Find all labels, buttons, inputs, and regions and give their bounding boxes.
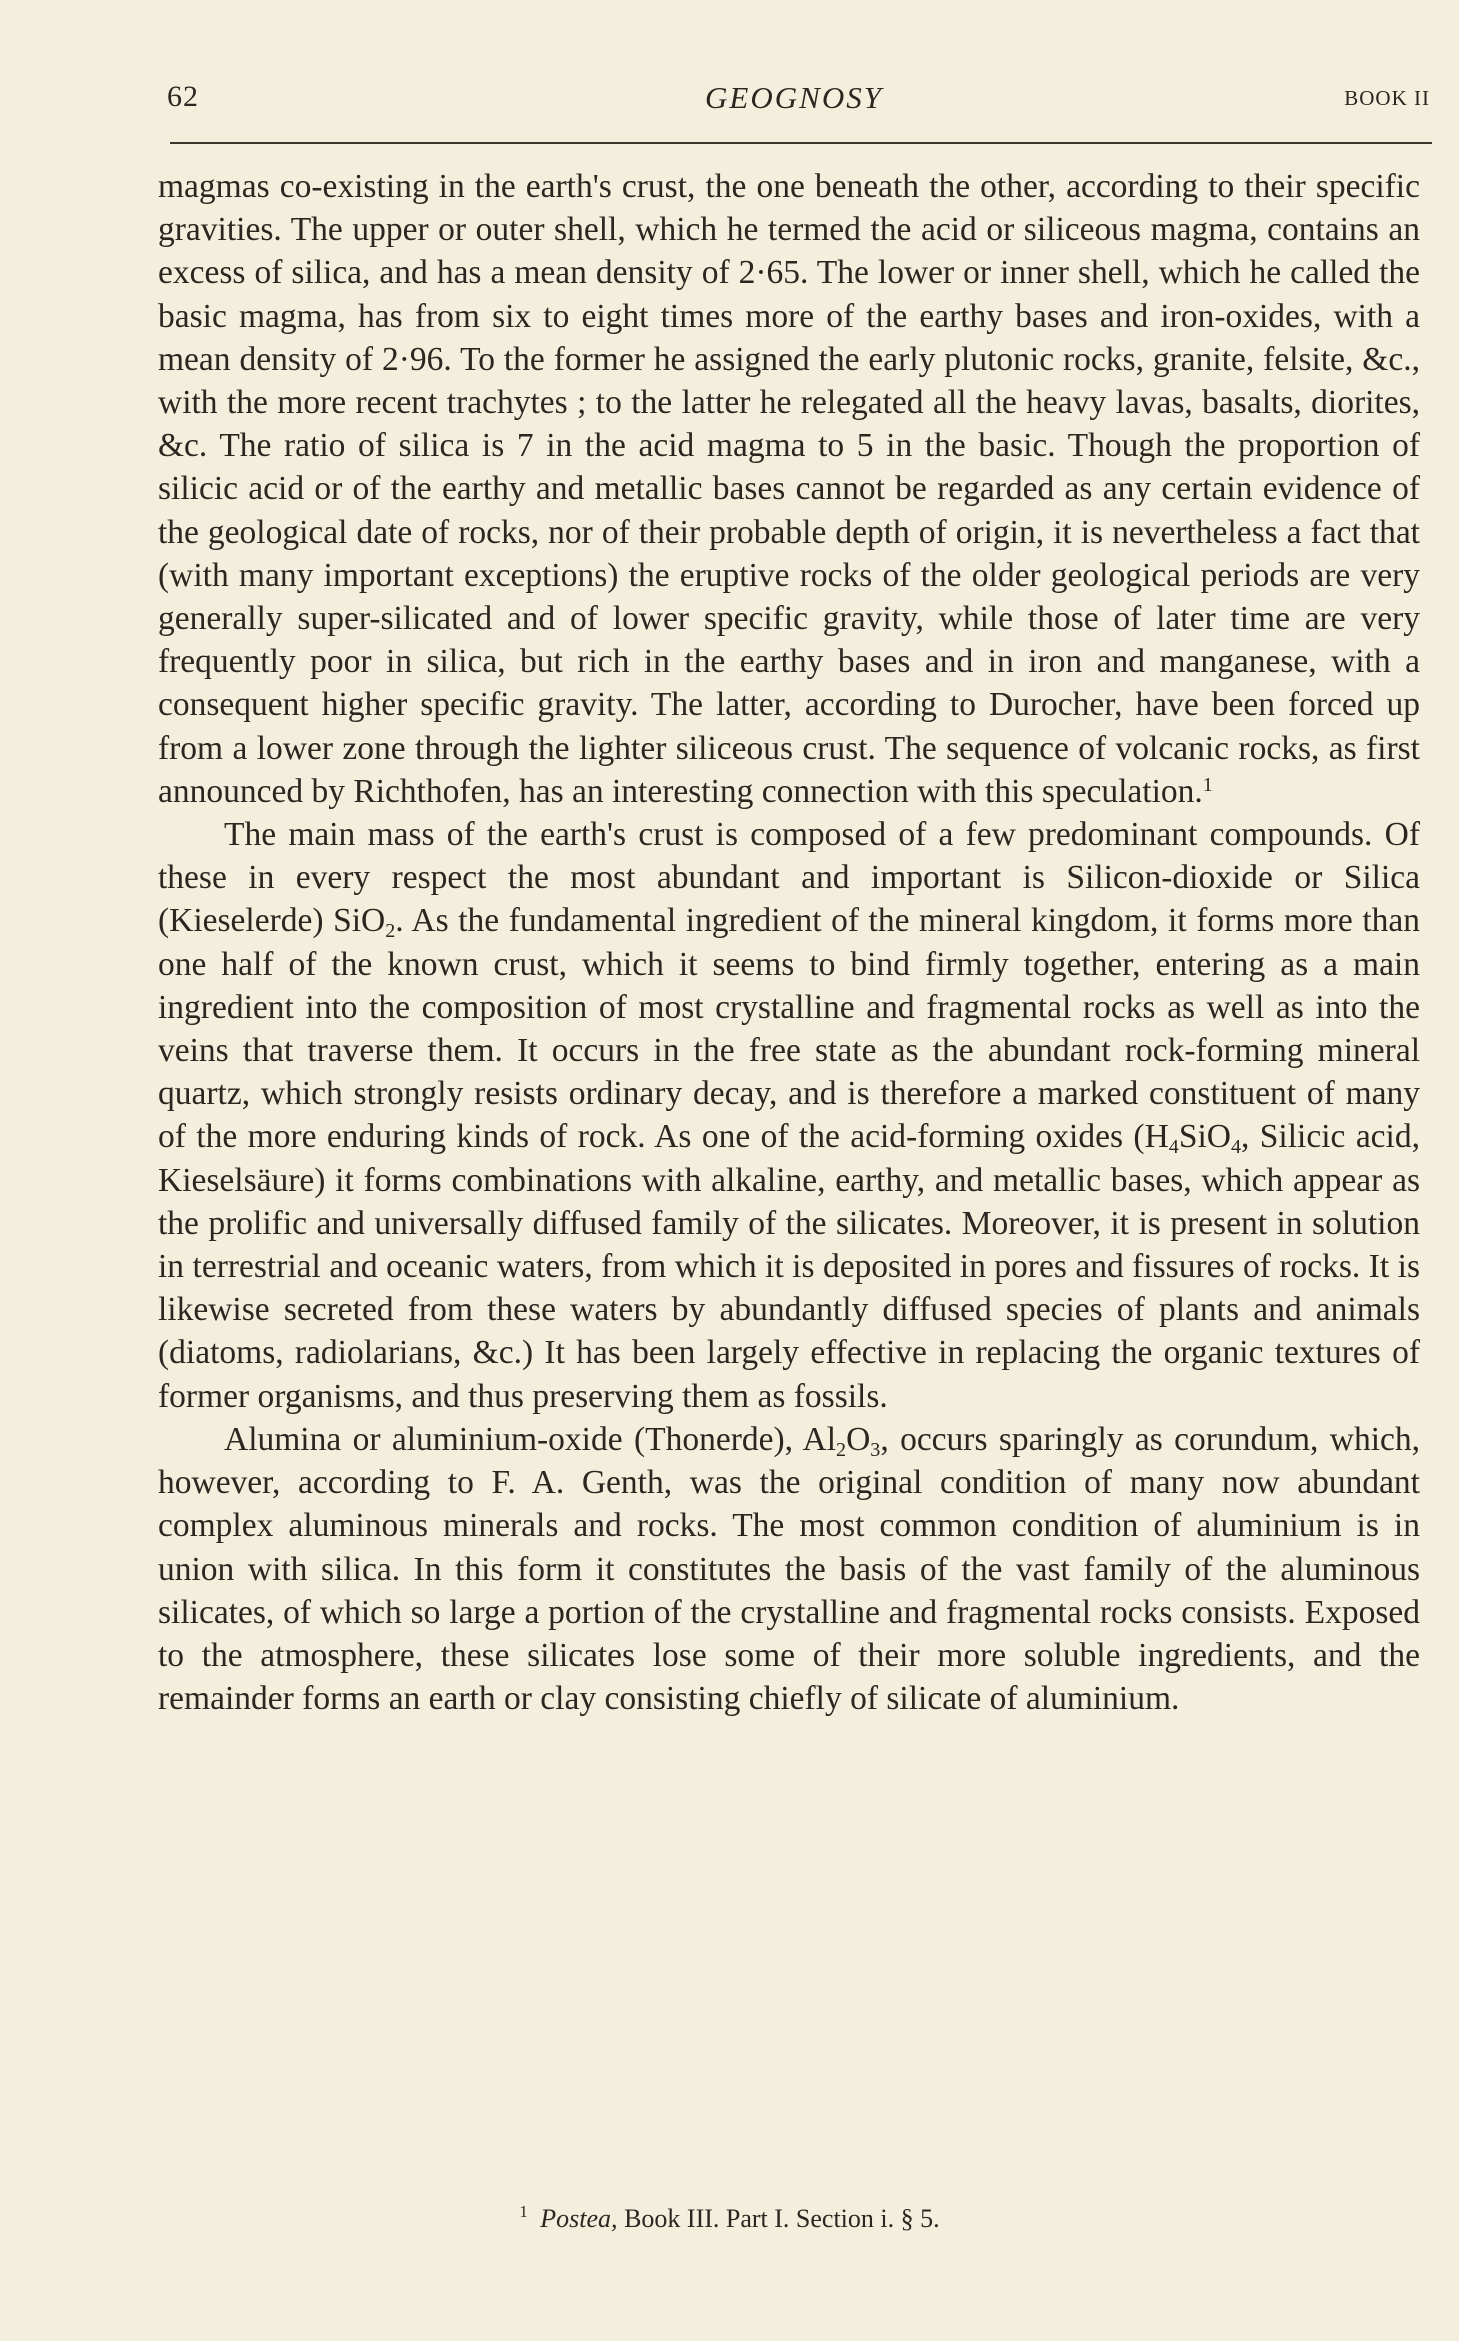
subscript: 4 (1230, 1136, 1242, 1159)
paragraph-1-text: magmas co-existing in the earth's crust, the one beneath the other, according to their specific gravities. The upper or outer shell, which he termed the acid or siliceous magma, contains an excess of silica, and has a mean density of 2·65. The lower or inner shell, which he called the basic magma, has from six to eight times more of the earthy bases and iron-oxides, with a mean density of 2·96. To the former he assigned the early plutonic rocks, granite, felsite, &c., with the more recent trachytes ; to the latter he relegated all the heavy lavas, basalts, diorites, &c. The ratio of silica is 7 in the acid magma to 5 in the basic. Though the proportion of silicic acid or of the earthy and metallic bases cannot be regarded as any certain evidence of the geological date of rocks, nor of their probable depth of origin, it is nevertheless a fact that (with many important exceptions) the eruptive rocks of the older geological periods are very generally super-silicated and of lower specific gravity, while those of later time are very frequently poor in silica, but rich in the earthy bases and in iron and manganese, with a consequent higher specific gravity. The latter, according to Durocher, have been forced up from a lower zone through the lighter siliceous crust. The sequence of volcanic rocks, as first announced by Richthofen, has an interesting connection with this speculation. (158, 168, 1420, 810)
footnote-text: Book III. Part I. Section i. § 5. (624, 2204, 940, 2233)
book-label: BOOK II (1344, 86, 1430, 110)
subscript: 2 (385, 920, 396, 943)
running-head (158, 80, 1430, 120)
footnote (0, 2203, 1459, 2235)
body-text (158, 165, 1420, 1720)
footnote-marker: 1 (519, 2201, 528, 2221)
running-title: GEOGNOSY (705, 80, 883, 115)
paragraph-3-text-b: O (846, 1420, 871, 1458)
subscript: 2 (836, 1438, 847, 1461)
paragraph-2-text-a: The main mass of the earth's crust is composed of a few predominant compounds. Of these in every respect the most abundant and important is Silicon-dioxide or Silica (Kieselerde) SiO (158, 816, 1420, 940)
paragraph-2-text-b: . As the fundamental ingredient of the mineral kingdom, it forms more than one half of the known crust, which it seems to bind firmly together, entering as a main ingredient into the composition of most crystalline and fragmental rocks as well as into the veins that traverse them. It occurs in the free state as the abundant rock-forming mineral quartz, which strongly resists ordinary decay, and is therefore a marked constituent of many of the more enduring kinds of rock. As one of the acid-forming oxides (H (158, 902, 1420, 1156)
page-number: 62 (167, 80, 199, 113)
paragraph-1 (158, 165, 1420, 813)
subscript: 3 (870, 1438, 881, 1461)
paragraph-3-text-c: , occurs sparingly as corundum, which, however, according to F. A. Genth, was the original condition of many now abundant complex aluminous minerals and rocks. The most common condition of aluminium is in union with silica. In this form it constitutes the basis of the vast family of the aluminous silicates, of which so large a portion of the crystalline and fragmental rocks consists. Exposed to the atmosphere, these silicates lose some of their more soluble ingredients, and the remainder forms an earth or clay consisting chiefly of silicate of aluminium. (158, 1420, 1420, 1718)
paragraph-2 (158, 813, 1420, 1418)
footnote-italic-text: Postea, (540, 2204, 618, 2233)
header-rule (170, 142, 1432, 144)
paragraph-2-text-c: SiO (1178, 1118, 1231, 1156)
subscript: 4 (1168, 1136, 1179, 1159)
paragraph-2-text-d: , Silicic acid, Kieselsäure) it forms combinations with alkaline, earthy, and metallic bases, which appear as the prolific and universally diffused family of the silicates. Moreover, it is present in solution in terrestrial and oceanic waters, from which it is deposited in pores and fissures of rocks. It is likewise secreted from these waters by abundantly diffused species of plants and animals (diatoms, radiolarians, &c.) It has been largely effective in replacing the organic textures of former organisms, and thus preserving them as fossils. (158, 1118, 1420, 1415)
paragraph-3-text-a: Alumina or aluminium-oxide (Thonerde), Al (224, 1420, 837, 1458)
footnote-reference: 1 (1202, 773, 1213, 796)
paragraph-3 (158, 1418, 1420, 1720)
